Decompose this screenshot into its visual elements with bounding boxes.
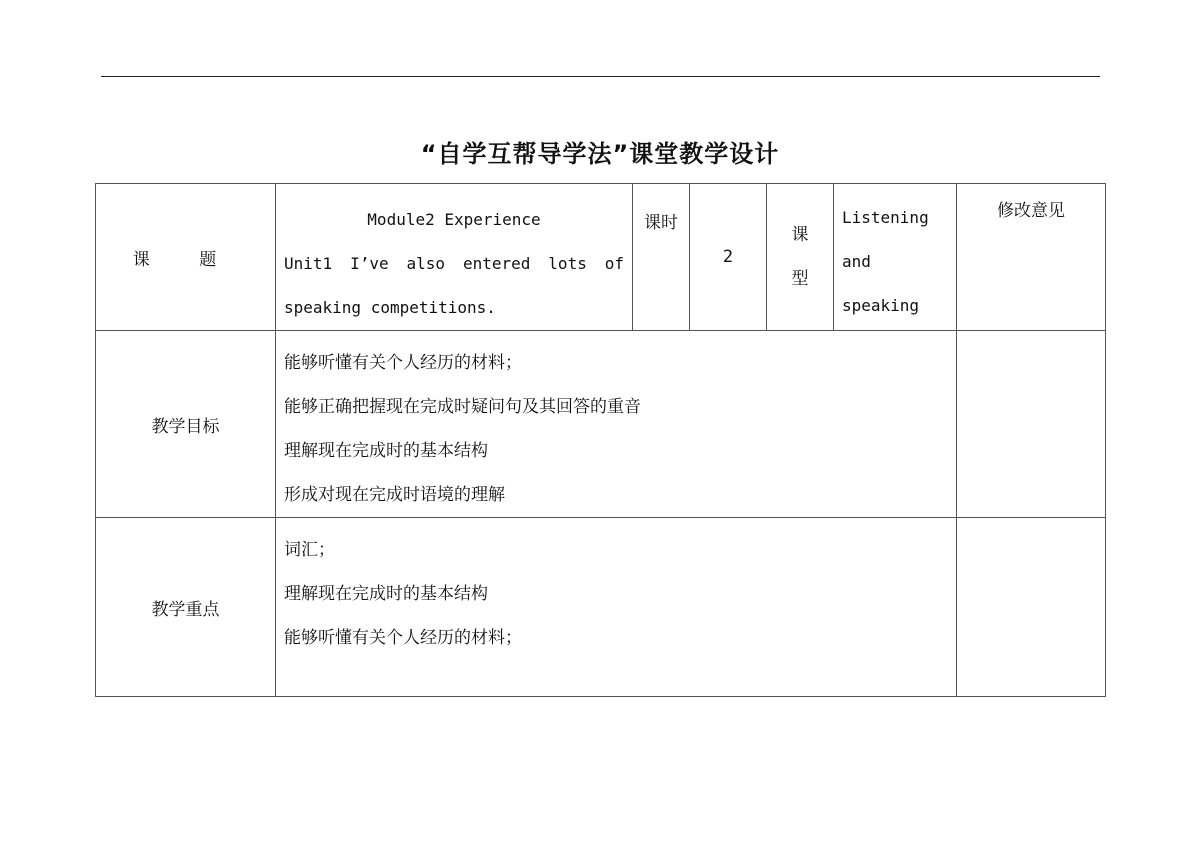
table-row-subject [96, 184, 1106, 331]
topic-word: also [406, 254, 446, 273]
document-title: “自学互帮导学法”课堂教学设计 [420, 140, 780, 168]
table-row-key-points [96, 518, 1106, 697]
objective-line: 形成对现在完成时语境的理解 [284, 485, 505, 505]
key-point-line: 理解现在完成时的基本结构 [284, 584, 488, 604]
topic-cell [276, 184, 633, 331]
type-label-char: 型 [791, 269, 809, 289]
revision-label-cell [957, 184, 1106, 331]
topic-line-module: Module2 Experience [367, 210, 541, 229]
key-point-line: 能够听懂有关个人经历的材料； [284, 628, 522, 648]
lesson-plan-table [95, 183, 1106, 697]
topic-line-unit [284, 242, 624, 286]
topic-word: Unit1 [284, 254, 333, 273]
topic-word: of [604, 254, 624, 273]
objective-line: 能够听懂有关个人经历的材料； [284, 353, 522, 373]
objectives-label: 教学目标 [151, 416, 220, 437]
objective-line: 能够正确把握现在完成时疑问句及其回答的重音 [284, 397, 641, 417]
type-value-line: Listening [842, 208, 929, 227]
type-value-line: speaking [842, 296, 920, 315]
objective-line: 理解现在完成时的基本结构 [284, 441, 488, 461]
subject-label: 课 题 [132, 249, 239, 270]
key-points-label-cell [96, 518, 276, 697]
type-value-line: and [842, 252, 871, 271]
topic-line-title-end: speaking competitions. [284, 298, 496, 317]
key-points-content-cell [276, 518, 957, 697]
hours-label: 课时 [644, 213, 678, 233]
hours-value-cell [690, 184, 767, 331]
table-row-objectives [96, 331, 1106, 518]
objectives-content-cell [276, 331, 957, 518]
topic-word: I’ve [350, 254, 389, 273]
subject-label-cell [96, 184, 276, 331]
revision-label: 修改意见 [997, 201, 1065, 221]
objectives-label-cell [96, 331, 276, 518]
topic-word: entered [462, 254, 531, 273]
type-label-char: 课 [791, 225, 809, 245]
hours-label-cell [633, 184, 690, 331]
type-value-cell [834, 184, 957, 331]
topic-word: lots [548, 254, 587, 273]
hours-value: 2 [722, 247, 734, 267]
key-point-line: 词汇； [284, 540, 335, 560]
header-rule [101, 76, 1100, 77]
type-label-cell [767, 184, 834, 331]
key-points-label: 教学重点 [151, 599, 220, 620]
objectives-revision-cell [957, 331, 1106, 518]
key-points-revision-cell [957, 518, 1106, 697]
